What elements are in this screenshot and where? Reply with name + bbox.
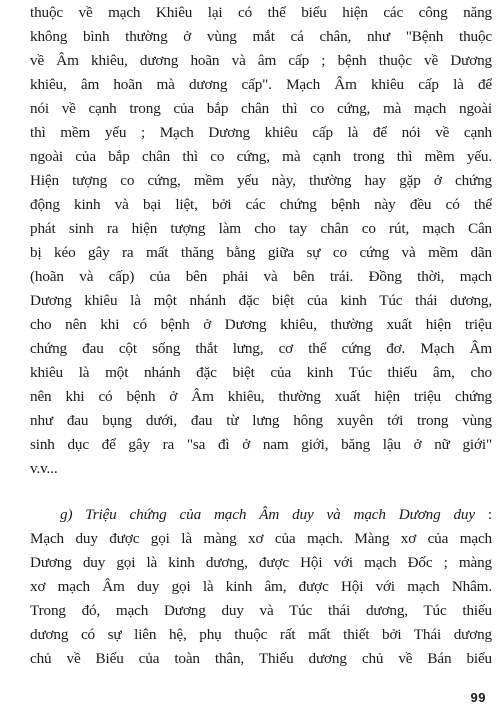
text-line: khiêu là một nhánh đặc biệt của kinh Túc thiếu âm, cho [30, 364, 492, 381]
text-line: (hoãn và cấp) của bên phải và bên trái. Đồng thời, mạch [30, 268, 492, 285]
text-line: nên khi có bệnh ở Âm khiêu, thường xuất hiện triệu chứng [30, 388, 492, 405]
text-line: v.v... [30, 460, 58, 477]
text-line: Dương khiêu là một nhánh đặc biệt của kinh Túc thái dương, [30, 292, 492, 309]
text-line: dương có sự liên hệ, phụ thuộc rất mất thiết bởi Thái dương [30, 626, 492, 643]
section-heading: g) Triệu chứng của mạch Âm duy và mạch Dương duy [60, 506, 475, 523]
section-heading-line [60, 503, 492, 527]
page-number: 99 [470, 690, 486, 705]
text-line: khiêu, âm hoãn mà dương cấp". Mạch Âm khiêu cấp là để [30, 76, 492, 93]
text-line: ngoài của bắp chân thì co cứng, mà cạnh trong thì mềm yếu. [30, 148, 492, 165]
text-line: thuộc về mạch Khiêu lại có thể biểu hiện các công năng [30, 4, 492, 21]
text-line: Mạch duy được gọi là màng xơ của mạch. Màng xơ của mạch [30, 530, 492, 547]
text-line: động kinh và bại liệt, bởi các chứng bệnh này đều có thể [30, 196, 492, 213]
text-line: không bình thường ở vùng mắt cá chân, như "Bệnh thuộc [30, 28, 492, 45]
text-line: Dương duy gọi là kinh dương, được Hội với mạch Đốc ; màng [30, 554, 492, 571]
section-heading-suffix: : [474, 506, 492, 523]
text-line: chứng đau cột sống thắt lưng, cơ thể cứng đơ. Mạch Âm [30, 340, 492, 357]
text-line: phát sinh ra hiện tượng làm cho tay chân co rút, mạch Cân [30, 220, 492, 237]
text-line: bị kéo gây ra mất thăng bằng giữa sự co cứng và mềm dãn [30, 244, 492, 261]
text-line: như đau bụng dưới, đau từ lưng hông xuyên tới trong vùng [30, 412, 492, 429]
text-line: xơ mạch Âm duy gọi là kinh âm, được Hội với mạch Nhâm. [30, 578, 492, 595]
text-line: Hiện tượng co cứng, mềm yếu này, thường hay gặp ở chứng [30, 172, 492, 189]
text-line: chủ về Biểu của toàn thân, Thiếu dương chủ về Bán biểu [30, 650, 492, 667]
text-line: sinh dục để gây ra "sa đì ở nam giới, băng lậu ở nữ giới" [30, 436, 492, 453]
text-line: về Âm khiêu, dương hoãn và âm cấp ; bệnh thuộc về Dương [30, 52, 492, 69]
text-line: cho nên khi có bệnh ở Dương khiêu, thường xuất hiện triệu [30, 316, 492, 333]
text-line: nói về cạnh trong của bắp chân thì co cứng, mà mạch ngoài [30, 100, 492, 117]
text-line: Trong đó, mạch Dương duy và Túc thái dương, Túc thiếu [30, 602, 492, 619]
text-line: thì mềm yếu ; Mạch Dương khiêu cấp là để nói về cạnh [30, 124, 492, 141]
